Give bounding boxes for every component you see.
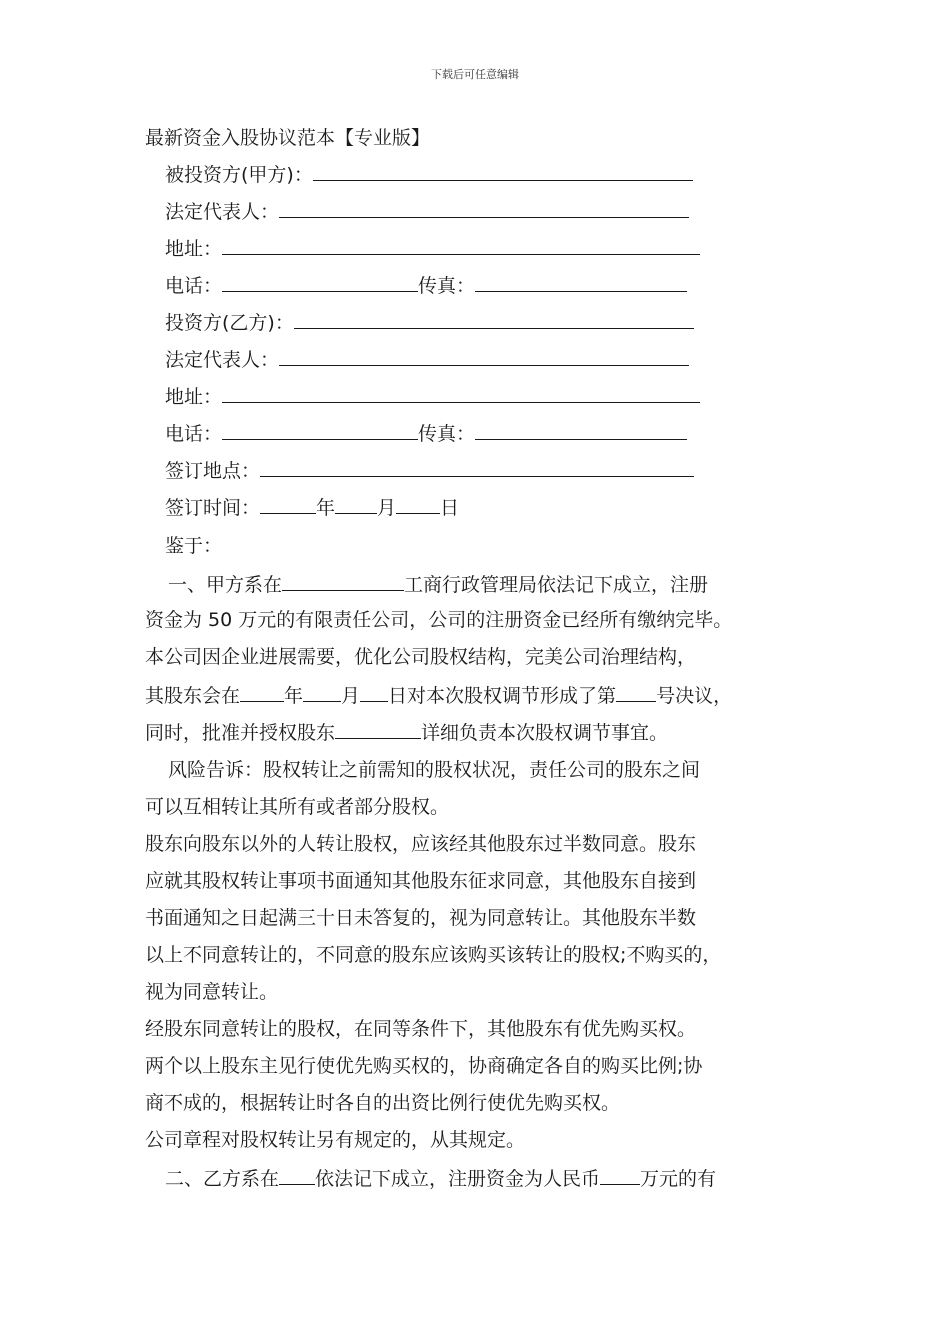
party-b-address-blank[interactable]	[222, 382, 700, 403]
clause1-line2: 资金为 50 万元的有限责任公司，公司的注册资金已经所有缴纳完毕。	[145, 609, 733, 631]
party-b-address-row	[165, 382, 700, 410]
clause1-line4	[145, 681, 732, 709]
clause1-line1	[168, 570, 708, 598]
risk-line6: 以上不同意转让的，不同意的股东应该购买该转让的股权;不购买的，	[145, 944, 722, 966]
risk-line2: 可以互相转让其所有或者部分股权。	[145, 796, 450, 818]
clause1-l4-text-e: 号决议，	[656, 685, 733, 707]
resolution-number-blank[interactable]	[616, 681, 656, 702]
party-a-fax-blank[interactable]	[475, 271, 687, 292]
resolution-year-blank[interactable]	[240, 681, 284, 702]
party-b-blank[interactable]	[294, 308, 694, 329]
clause2-text-b: 依法记下成立，注册资金为人民币	[315, 1168, 601, 1190]
clause1-text-a: 一、甲方系在	[168, 574, 283, 596]
clause2-capital-blank[interactable]	[600, 1164, 640, 1185]
clause2-text-c: 万元的有	[640, 1168, 717, 1190]
party-b-row	[165, 308, 694, 336]
party-a-address-blank[interactable]	[222, 234, 700, 255]
party-a-contact-row	[165, 271, 687, 299]
party-a-phone-label: 电话：	[165, 275, 223, 297]
clause1-l4-year: 年	[284, 685, 304, 707]
risk-line4: 应就其股权转让事项书面通知其他股东征求同意，其他股东自接到	[145, 870, 697, 892]
document-title: 最新资金入股协议范本【专业版】	[145, 127, 431, 149]
party-a-fax-label: 传真：	[418, 275, 476, 297]
signing-place-blank[interactable]	[260, 456, 694, 477]
party-a-rep-row	[165, 197, 689, 225]
risk-line11: 公司章程对股权转让另有规定的，从其规定。	[145, 1129, 526, 1151]
signing-day-blank[interactable]	[396, 493, 440, 514]
clause2-line1	[165, 1164, 716, 1192]
party-b-rep-blank[interactable]	[279, 345, 689, 366]
party-b-rep-label: 法定代表人：	[165, 349, 280, 371]
party-b-phone-label: 电话：	[165, 423, 223, 445]
party-a-address-row	[165, 234, 700, 262]
party-a-rep-blank[interactable]	[279, 197, 689, 218]
clause1-bureau-blank[interactable]	[282, 570, 404, 591]
risk-line7: 视为同意转让。	[145, 981, 279, 1003]
signing-time-row	[165, 493, 459, 521]
risk-line1: 风险告诉：股权转让之前需知的股权状况，责任公司的股东之间	[168, 759, 701, 781]
clause1-l4-month: 月	[341, 685, 361, 707]
header-note: 下载后可任意编辑	[431, 68, 519, 81]
clause1-line5	[145, 718, 668, 746]
clause2-place-blank[interactable]	[279, 1164, 315, 1185]
signing-year-label: 年	[316, 497, 336, 519]
party-b-address-label: 地址：	[165, 386, 223, 408]
party-b-rep-row	[165, 345, 689, 373]
party-b-phone-blank[interactable]	[222, 419, 418, 440]
party-b-label: 投资方(乙方)：	[165, 312, 294, 334]
party-a-address-label: 地址：	[165, 238, 223, 260]
signing-day-label: 日	[440, 497, 460, 519]
signing-month-label: 月	[377, 497, 397, 519]
party-b-fax-blank[interactable]	[475, 419, 687, 440]
resolution-day-blank[interactable]	[360, 681, 388, 702]
whereas-heading: 鉴于：	[165, 535, 223, 557]
risk-line8: 经股东同意转让的股权，在同等条件下，其他股东有优先购买权。	[145, 1018, 697, 1040]
party-a-row	[165, 160, 693, 188]
party-a-phone-blank[interactable]	[222, 271, 418, 292]
party-b-fax-label: 传真：	[418, 423, 476, 445]
signing-month-blank[interactable]	[335, 493, 377, 514]
clause1-l4-text-a: 其股东会在	[145, 685, 241, 707]
party-a-label: 被投资方(甲方)：	[165, 164, 313, 186]
risk-line10: 商不成的，根据转让时各自的出资比例行使优先购买权。	[145, 1092, 621, 1114]
signing-year-blank[interactable]	[260, 493, 316, 514]
signing-time-label: 签订时间：	[165, 497, 261, 519]
clause1-l4-text-d: 日对本次股权调节形成了第	[388, 685, 617, 707]
risk-line3: 股东向股东以外的人转让股权，应该经其他股东过半数同意。股东	[145, 833, 697, 855]
party-b-contact-row	[165, 419, 687, 447]
clause1-text-b: 工商行政管理局依法记下成立，注册	[404, 574, 709, 596]
resolution-month-blank[interactable]	[303, 681, 341, 702]
party-a-rep-label: 法定代表人：	[165, 201, 280, 223]
signing-place-row	[165, 456, 694, 484]
shareholder-name-blank[interactable]	[335, 718, 421, 739]
risk-line9: 两个以上股东主见行使优先购买权的，协商确定各自的购买比例;协	[145, 1055, 703, 1077]
risk-line5: 书面通知之日起满三十日未答复的，视为同意转让。其他股东半数	[145, 907, 697, 929]
signing-place-label: 签订地点：	[165, 460, 261, 482]
party-a-blank[interactable]	[313, 160, 693, 181]
clause1-line3: 本公司因企业进展需要，优化公司股权结构，完美公司治理结构，	[145, 646, 697, 668]
clause1-l5-text-b: 详细负责本次股权调节事宜。	[421, 722, 669, 744]
clause1-l5-text-a: 同时，批准并授权股东	[145, 722, 336, 744]
clause2-text-a: 二、乙方系在	[165, 1168, 280, 1190]
